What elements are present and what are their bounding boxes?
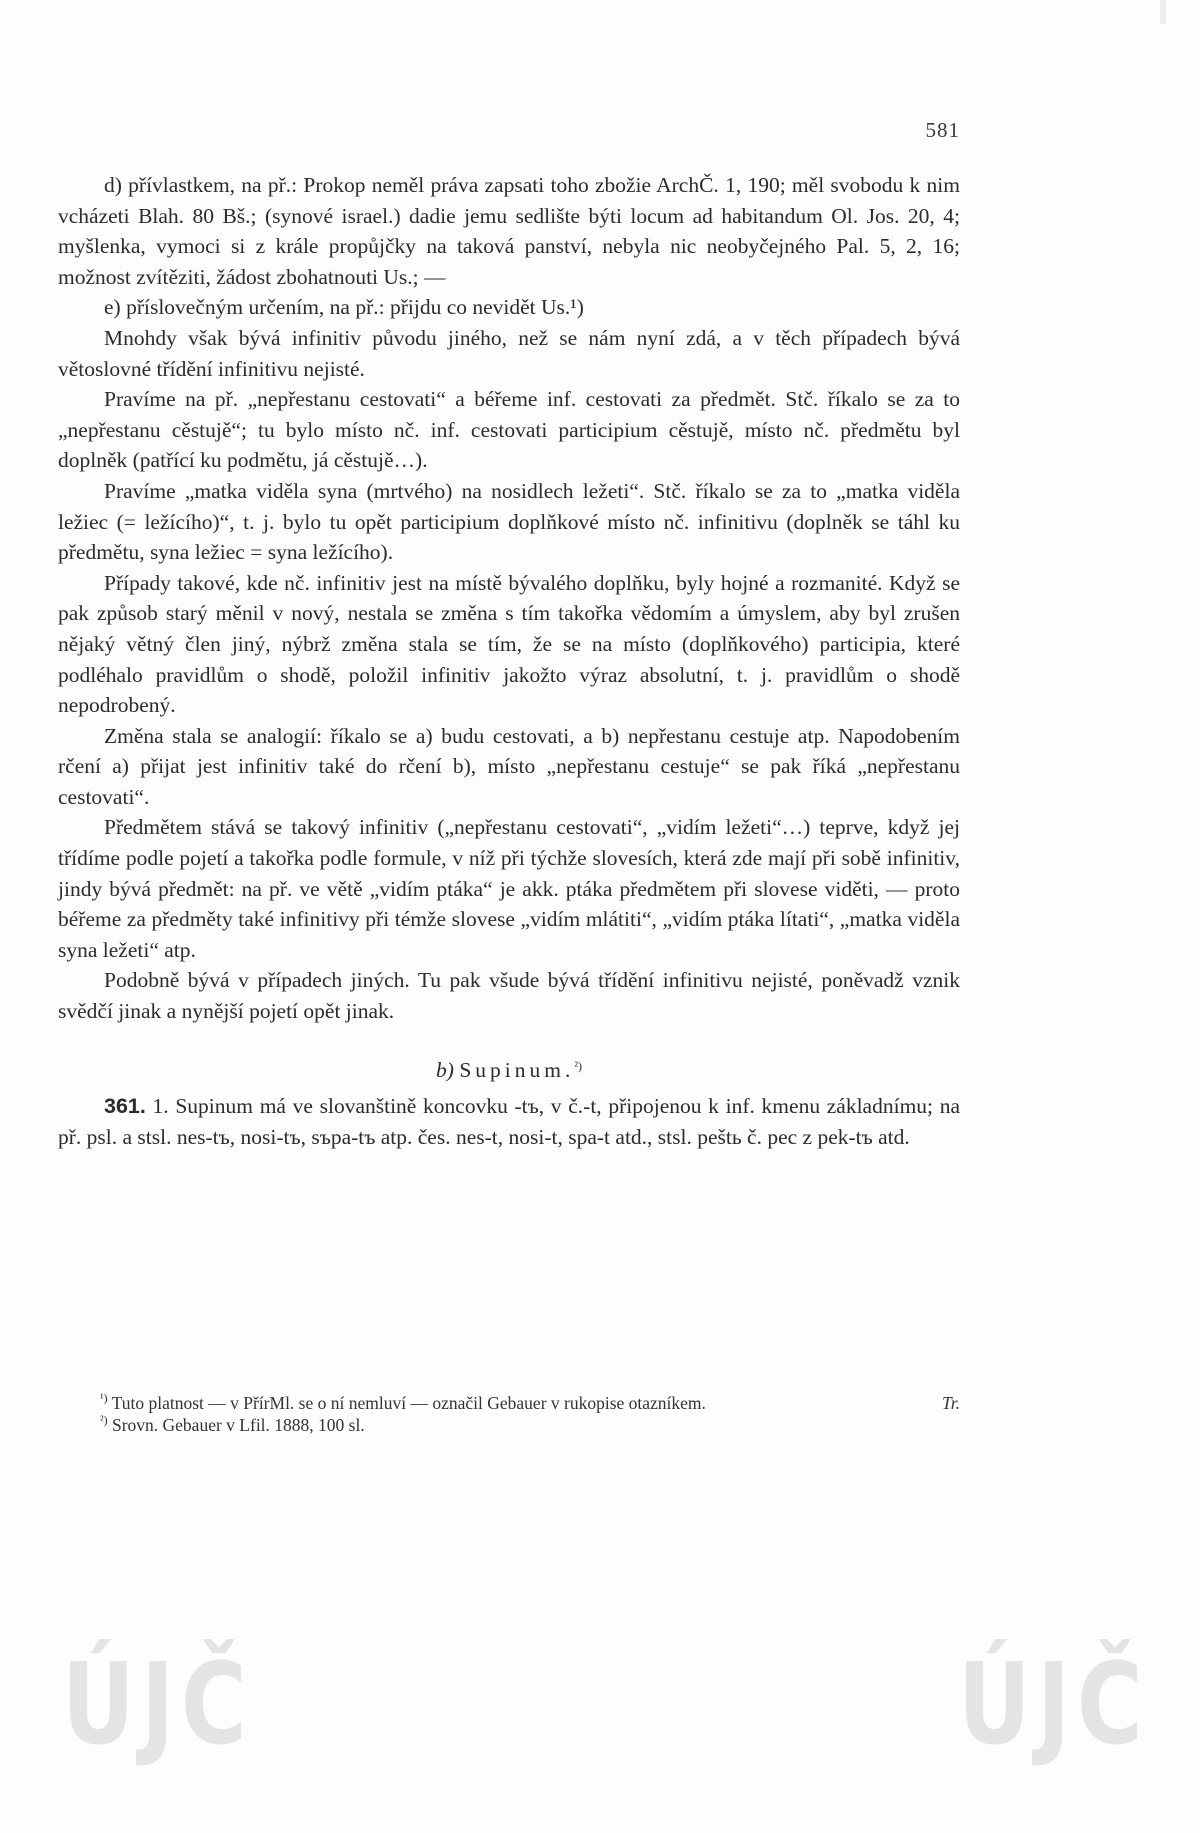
- paragraph: Podobně bývá v případech jiných. Tu pak všude bývá třídění infinitivu nejisté, poněvadž vznik svědčí jinak a nynější pojetí opět jinak.: [58, 968, 960, 1024]
- section-heading-prefix: b): [436, 1057, 454, 1082]
- main-text: [58, 170, 960, 1152]
- paragraph-number: 361.: [104, 1094, 146, 1119]
- paragraph: Mnohdy však bývá infinitiv původu jiného, než se nám nyní zdá, a v těch případech bývá větoslovné třídění infinitivu nejisté.: [58, 325, 960, 381]
- footnote-ref: ²): [574, 1058, 582, 1073]
- footnote: [58, 1414, 960, 1436]
- numbered-paragraph: [58, 1091, 960, 1152]
- paragraph: Změna stala se analogií: říkalo se a) budu cestovati, a b) nepřestanu cestuje atp. Napodobením rčení a) přijat jest infinitiv také do rčení b), místo „nepřestanu cestuje“ se pak říká „nepřestanu cestovati“.: [58, 723, 960, 809]
- paragraph: Případy takové, kde nč. infinitiv jest na místě bývalého doplňku, byly hojné a rozmanité. Když se pak způsob starý měnil v nový, nestala se změna s tím takořka vědomím a úmyslem, aby byl zrušen nějaký větný člen jiný, nýbrž změna stala se tím, že se na místo (doplňkového) participia, které podléhalo pravidlům o shodě, položil infinitiv jakožto výraz absolutní, t. j. pravidlům o shodě nepodrobený.: [58, 570, 960, 718]
- footnote-mark: ¹): [100, 1391, 108, 1405]
- section-heading: [58, 1055, 960, 1086]
- paragraph-text: 1. Supinum má ve slovanštině koncovku -tъ, v č.-t, připojenou k inf. kmenu základnímu; na př. psl. a stsl. nes-tъ, nosi-tъ, sъpa-tъ atp. čes. nes-t, nosi-t, spa-t atd., stsl. peštь č. pec z pek-tъ atd.: [58, 1094, 960, 1149]
- section-heading-word: Supinum.: [459, 1057, 575, 1082]
- page-number: 581: [925, 118, 960, 142]
- paragraph: Pravíme na př. „nepřestanu cestovati“ a béřeme inf. cestovati za předmět. Stč. říkalo se za to „nepřestanu cěstujě“; tu bylo místo nč. inf. cestovati participium cěstujě, místo nč. předmětu byl doplněk (patřící ku podmětu, já cěstujě…).: [58, 387, 960, 473]
- footnote-text: Srovn. Gebauer v Lfil. 1888, 100 sl.: [111, 1415, 365, 1435]
- page-edge-mark: [1160, 0, 1166, 24]
- footnote-text: Tuto platnost — v PřírMl. se o ní nemluví — označil Gebauer v rukopise otazníkem.: [111, 1393, 706, 1413]
- paragraph: d) přívlastkem, na př.: Prokop neměl práva zapsati toho zbožie ArchČ. 1, 190; měl svobodu k nim vcházeti Blah. 80 Bš.; (synové israel.) dadie jemu sedlište býti locum ad habitandum Ol. Jos. 20, 4; myšlenka, vymoci si z krále propůjčky na taková panství, nebyla nic neobyčejného Pal. 5, 2, 16; možnost zvítěziti, žádost zbohatnouti Us.; —: [58, 173, 960, 289]
- footnotes: [58, 1392, 960, 1436]
- footnote-signature: Tr.: [941, 1393, 960, 1413]
- watermark-logo: ÚJČ: [958, 1640, 1150, 1770]
- watermark-logo: ÚJČ: [62, 1640, 254, 1770]
- paragraph: e) příslovečným určením, na př.: přijdu co nevidět Us.¹): [104, 295, 584, 320]
- paragraph: Předmětem stává se takový infinitiv („nepřestanu cestovati“, „vidím ležeti“…) teprve, když jej třídíme podle pojetí a takořka podle formule, v níž při týchže slovesích, která zde mají při sobě infinitiv, jindy bývá předmět: na př. ve větě „vidím ptáka“ je akk. ptáka předmětem při slovese viděti, — proto béřeme za předměty také infinitivy při témže slovese „vidím mlátiti“, „vidím ptáka lítati“, „matka viděla syna ležeti“ atp.: [58, 815, 960, 962]
- paragraph: Pravíme „matka viděla syna (mrtvého) na nosidlech ležeti“. Stč. říkalo se za to „matka viděla ležiec (= ležícího)“, t. j. bylo tu opět participium doplňkové místo nč. infinitivu (doplněk se táhl ku předmětu, syna ležiec = syna ležícího).: [58, 478, 960, 565]
- footnote-mark: ²): [100, 1413, 108, 1427]
